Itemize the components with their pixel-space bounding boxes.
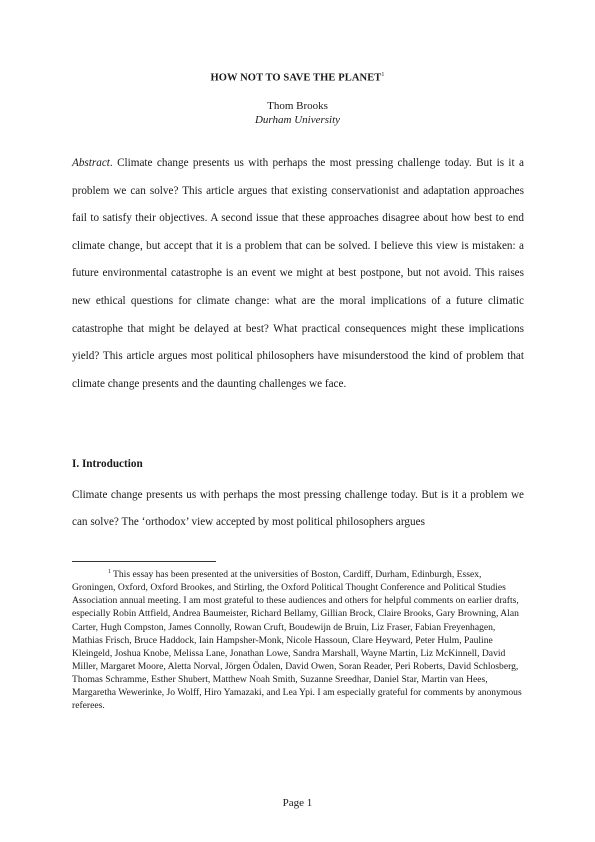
abstract-text: . Climate change presents us with perhaps the most pressing challenge today. But is it a problem we can solve? This article argues that existing conservationist and adaptation approaches fail to satisfy their objectives. A second issue that these approaches disagree about how best to end climate change, but accept that it is a problem that can be solved. I believe this view is mistaken: a future environmental catastrophe is an event we might at best postpone, but not avoid. This raises new ethical questions for climate change: what are the moral implications of a future climatic catastrophe that might be delayed at best? What practical consequences might these implications yield? This article argues most political philosophers have misunderstood the kind of problem that climate change presents and the daunting challenges we face. xyxy=(72,157,524,390)
intro-paragraph: Climate change presents us with perhaps the most pressing challenge today. But is it a problem we can solve? The ‘orthodox’ view accepted by most political philosophers argues xyxy=(72,489,524,528)
paper-title-text: HOW NOT TO SAVE THE PLANET xyxy=(210,72,382,84)
author-name: Thom Brooks xyxy=(267,100,328,112)
page-number: Page 1 xyxy=(282,797,313,809)
section-heading: I. Introduction xyxy=(72,458,143,470)
author-affiliation: Durham University xyxy=(254,114,341,126)
footnote-mark: 1 xyxy=(108,569,111,575)
abstract-label: Abstract xyxy=(72,157,110,169)
paper-title xyxy=(0,72,595,84)
title-footnote-mark[interactable]: 1 xyxy=(381,72,385,78)
abstract xyxy=(72,150,524,398)
footnote-divider xyxy=(72,561,216,562)
footnote-text: This essay has been presented at the universities of Boston, Cardiff, Durham, Edinburgh, Essex, Groningen, Oxford, Oxford Brookes, and Stirling, the Oxford Political Thought Conference and Political Studies Association annual meeting. I am most grateful to these audiences and others for helpful comments on earlier drafts, especially Robin Attfield, Andrea Baumeister, Richard Bellamy, Gillian Brock, Claire Brooks, Gary Browning, Alan Carter, Hugh Compston, James Connolly, Rowan Cruft, Boudewijn de Bruin, Liz Fraser, Fabian Freyenhagen, Mathias Frisch, Bruce Haddock, Iain Hampsher-Monk, Nicole Hassoun, Clare Heyward, Peter Hulm, Pauline Kleingeld, Joshua Knobe, Melissa Lane, Jonathan Lowe, Sandra Marshall, Wayne Martin, Liz McKinnell, David Miller, Margaret Moore, Aletta Norval, Jörgen Ödalen, David Owen, Soran Reader, Peri Roberts, David Schlosberg, Thomas Schramme, Esther Shubert, Matthew Noah Smith, Suzanne Sreedhar, Daniel Star, Martin van Hees, Margaretha Wewerinke, Jo Wolff, Hiro Yamazaki, and Lea Ypi. I am especially grateful for comments by anonymous referees. xyxy=(72,569,522,712)
footnote xyxy=(72,566,524,712)
